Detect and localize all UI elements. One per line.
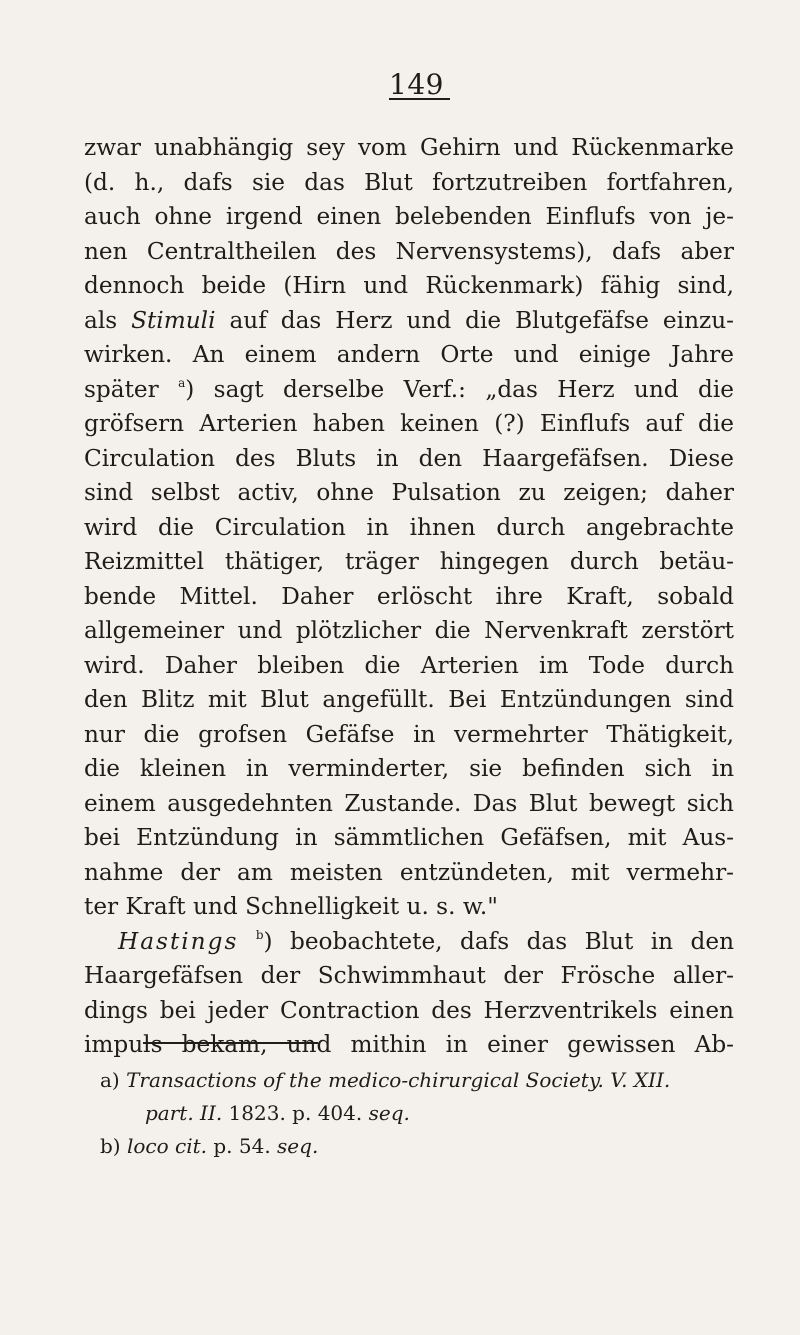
footnote-loco: loco cit. [126,1134,207,1158]
footnote-seq: seq. [368,1101,410,1125]
text-line: wird die Circulation in ihnen durch angebrachte [84,513,734,541]
footnote-marker: a) [100,1068,127,1092]
text-line: ter Kraft und Schnelligkeit u. s. w." [84,893,498,920]
text-line: wirken. An einem andern Orte und einige Jahre [84,341,734,368]
text-line: den Blitz mit Blut angefüllt. Bei Entzündungen sind [84,686,734,713]
text-fragment: später [84,375,179,403]
text-line: allgemeiner und plötzlicher die Nervenkraft zerstört [84,617,734,644]
footnote-pages: p. 54. [207,1134,278,1158]
text-line [84,304,734,339]
emphasis: Stimuli [131,306,216,334]
text-line: bei Entzündung in sämmtlichen Gefäfsen, mit Aus- [84,824,734,851]
text-line: die kleinen in verminderter, sie befinden sich in [84,755,734,782]
text-line: wird. Daher bleiben die Arterien im Tode durch [84,651,734,679]
text-fragment: ) sagt derselbe Verf.: „das Herz und die [185,375,734,403]
footnote-a [100,1064,740,1097]
text-line: sind selbst activ, ohne Pulsation zu zeigen; daher [84,479,734,506]
footnote-a-continuation [100,1097,740,1130]
text-line: einem ausgedehnten Zustande. Das Blut bewegt sich [84,789,734,817]
text-line: Haargefäfsen der Schwimmhaut der Frösche aller- [84,962,734,989]
text-line: nur die grofsen Gefäfse in vermehrter Thätigkeit, [84,720,734,748]
text-line [84,925,734,960]
text-line: zwar unabhängig sey vom Gehirn und Rückenmarke [84,134,734,161]
footnote-b [100,1130,740,1163]
text-fragment: ) beobachtete, dafs das Blut in den [263,927,735,955]
footnotes [100,1064,740,1163]
text-line [84,373,734,408]
footnote-ref-b: b [255,927,264,942]
text-line: dennoch beide (Hirn und Rückenmark) fähig sind, [84,272,734,299]
author-name: Hastings [118,927,239,955]
text-line: nen Centraltheilen des Nervensystems), dafs aber [84,237,734,265]
text-line: auch ohne irgend einen belebenden Einflufs von je- [84,203,734,230]
footnote-title: Transactions of the medico-chirurgical Society. V. XII. [126,1068,671,1092]
text-line: Reizmittel thätiger, träger hingegen durch betäu- [84,548,734,575]
text-line: dings bei jeder Contraction des Herzventrikels einen [84,996,734,1024]
text-fragment: als [84,306,132,334]
footnote-marker: b) [100,1134,127,1158]
text-fragment: auf das Herz und die Blutgefäfse einzu- [215,306,734,334]
text-line: impuls bekam, und mithin in einer gewissen Ab- [84,1031,734,1058]
footnote-pages: 1823. p. 404. [222,1101,369,1125]
footnote-divider [143,1042,318,1044]
footnote-part: part. II. [145,1101,223,1125]
text-line: bende Mittel. Daher erlöscht ihre Kraft, sobald [84,582,734,610]
text-line: nahme der am meisten entzündeten, mit vermehr- [84,858,734,886]
footnote-ref-a: a [178,375,186,390]
text-line: (d. h., dafs sie das Blut fortzutreiben fortfahren, [84,168,734,196]
text-line: Circulation des Bluts in den Haargefäfsen. Diese [84,444,734,472]
footnote-seq: seq. [277,1134,319,1158]
main-text [84,131,734,1063]
page-number: 149 [389,72,450,100]
text-line: gröfsern Arterien haben keinen (?) Einflufs auf die [84,410,734,437]
